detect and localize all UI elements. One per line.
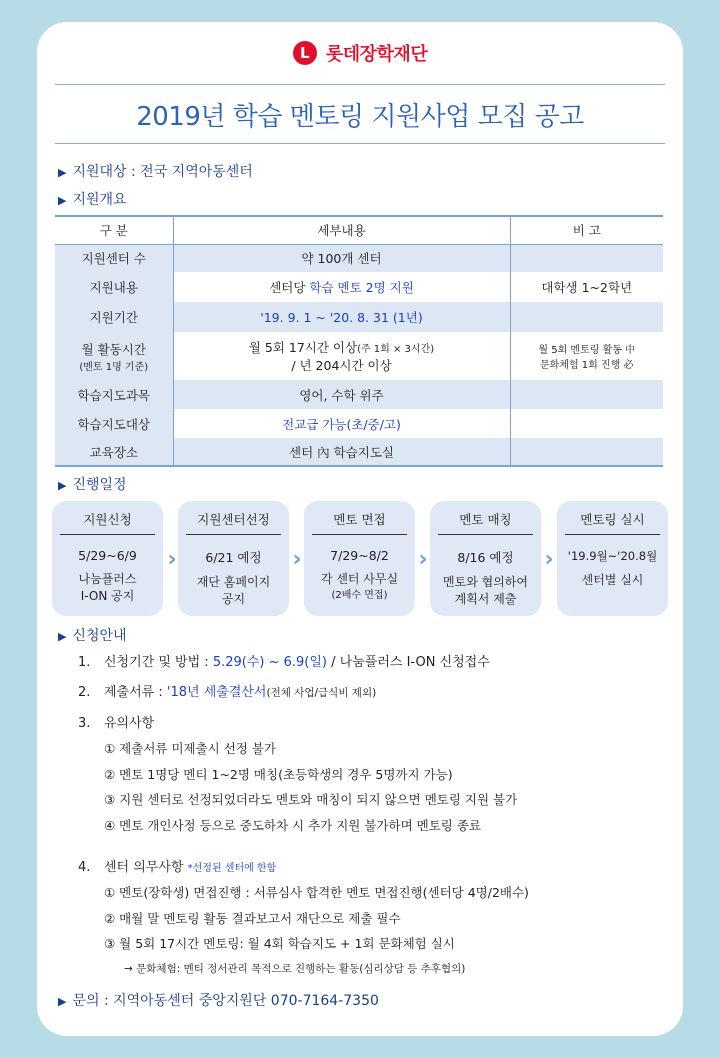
schedule-step <box>557 501 668 616</box>
row-detail: '19. 9. 1 ~ '20. 8. 31 (1년) <box>173 302 510 332</box>
schedule-section-heading <box>58 474 127 494</box>
table-row <box>55 302 663 332</box>
table-header-row <box>55 216 663 244</box>
column-header: 비 고 <box>510 216 663 244</box>
bullet-triangle-icon: ▶ <box>58 166 67 179</box>
schedule-step <box>178 501 289 616</box>
chevron-right-icon: › <box>544 547 554 572</box>
table-row <box>55 244 663 272</box>
target-label: 지원대상 : 전국 지역아동센터 <box>72 164 253 180</box>
row-label <box>55 332 173 380</box>
chevron-right-icon: › <box>167 547 177 572</box>
overview-table <box>55 215 663 467</box>
row-note: 대학생 1~2학년 <box>541 280 633 295</box>
row-detail <box>173 272 510 302</box>
detail-main: 월 5회 17시간 이상 <box>248 340 358 355</box>
column-header: 구 분 <box>55 216 173 244</box>
step-title: 멘토 매칭 <box>438 510 533 535</box>
schedule-step <box>52 501 163 616</box>
detail-highlight: 학습 멘토 2명 지원 <box>309 280 414 295</box>
list-subitem: ① 멘토(장학생) 면접진행 : 서류심사 합격한 멘토 면접진행(센터당 4명/2배수) <box>104 885 529 900</box>
step-note: 각 센터 사무실 (2배수 면접) <box>320 572 399 601</box>
table-row <box>55 380 663 409</box>
row-label: 지원센터 수 <box>55 244 173 272</box>
note-line1: 월 5회 멘토링 활동 中 <box>538 345 636 356</box>
row-note <box>510 332 663 380</box>
contact-label[interactable]: 문의 : 지역아동센터 중앙지원단 070-7164-7350 <box>72 993 379 1009</box>
step-date: 6/21 예정 <box>205 550 262 565</box>
target-section <box>58 161 253 181</box>
row-note <box>510 302 663 332</box>
list-item: 1. 신청기간 및 방법 : 5.29(수) ~ 6.9(일) / 나눔플러스 I-ON 신청접수 <box>78 655 490 670</box>
row-label: 학습지도대상 <box>55 409 173 438</box>
table-row <box>55 332 663 380</box>
step-note: 멘토와 협의하여 계획서 제출 <box>443 575 528 606</box>
period-highlight: 5.29(수) ~ 6.9(일) <box>212 655 328 670</box>
list-subitem: ② 매월 말 멘토링 활동 결과보고서 재단으로 제출 필수 <box>104 911 401 926</box>
selected-only-note: *선정된 센터에 한함 <box>187 863 277 874</box>
overview-section-heading <box>58 189 127 209</box>
culture-note: → 문화체험: 멘티 정서관리 목적으로 진행하는 활동(심리상담 등 추후협의) <box>124 963 466 975</box>
list-subitem: ③ 월 5회 17시간 멘토링: 월 4회 학습지도 + 1회 문화체험 실시 <box>104 936 455 951</box>
row-label: 지원내용 <box>55 272 173 302</box>
page-title: 2019년 학습 멘토링 지원사업 모집 공고 <box>136 102 584 132</box>
list-subitem: ① 제출서류 미제출시 선정 불가 <box>104 741 277 756</box>
list-subitem: ② 멘토 1명당 멘티 1~2명 매칭(초등학생의 경우 5명까지 가능) <box>104 767 453 782</box>
table-row <box>55 438 663 466</box>
bullet-triangle-icon: ▶ <box>58 630 67 643</box>
step-date: '19.9월~'20.8월 <box>567 549 658 563</box>
foundation-name: 롯데장학재단 <box>325 44 428 65</box>
application-label: 신청안내 <box>72 628 127 644</box>
bullet-triangle-icon: ▶ <box>58 194 67 207</box>
row-detail: 전교급 가능(초/중/고) <box>173 409 510 438</box>
step-date: 8/16 예정 <box>457 550 514 565</box>
foundation-logo <box>37 40 683 66</box>
step-title: 지원센터선정 <box>186 510 281 535</box>
step-date: 7/29~8/2 <box>330 548 389 563</box>
detail-small: (주 1회 × 3시간) <box>357 344 435 355</box>
row-note <box>510 409 663 438</box>
row-label: 학습지도과목 <box>55 380 173 409</box>
step-title: 지원신청 <box>60 510 155 535</box>
application-section-heading <box>58 625 127 645</box>
row-detail: 약 100개 센터 <box>173 244 510 272</box>
document-highlight: '18년 세출결산서 <box>166 685 267 700</box>
row-label: 지원기간 <box>55 302 173 332</box>
step-date: 5/29~6/9 <box>78 548 137 563</box>
table-row <box>55 409 663 438</box>
chevron-right-icon: › <box>292 547 302 572</box>
column-header: 세부내용 <box>173 216 510 244</box>
list-item: 4. 센터 의무사항 *선정된 센터에 한함 <box>78 860 277 875</box>
list-subitem: ④ 멘토 개인사정 등으로 중도하차 시 추가 지원 불가하며 멘토링 종료 <box>104 818 481 833</box>
row-note <box>510 244 663 272</box>
row-note <box>510 380 663 409</box>
row-detail: 센터 內 학습지도실 <box>173 438 510 466</box>
contact-section <box>58 990 379 1010</box>
row-note <box>510 438 663 466</box>
step-title: 멘토 면접 <box>312 510 407 535</box>
detail-line2: / 년 204시간 이상 <box>291 358 392 373</box>
overview-label: 지원개요 <box>72 192 127 208</box>
schedule-steps <box>52 501 668 616</box>
row-detail <box>173 332 510 380</box>
lotte-logo-icon: L <box>293 41 317 65</box>
list-item: 3. 유의사항 <box>78 716 155 731</box>
schedule-step <box>430 501 541 616</box>
bullet-triangle-icon: ▶ <box>58 995 67 1008</box>
row-label-main: 월 활동시간 <box>81 341 146 357</box>
list-subitem: ③ 지원 센터로 선정되었더라도 멘토와 매칭이 되지 않으면 멘토링 지원 불가 <box>104 792 518 807</box>
list-item: 2. 제출서류 : '18년 세출결산서(전체 사업/급식비 제외) <box>78 685 377 700</box>
step-note: 나눔플러스 I-ON 공지 <box>78 572 137 603</box>
title-bottom-divider <box>55 143 665 144</box>
detail-prefix: 센터당 <box>269 280 306 295</box>
row-label-sub: (멘토 1명 기준) <box>79 361 149 373</box>
table-row <box>55 272 663 302</box>
step-note: 센터별 실시 <box>581 573 644 587</box>
chevron-right-icon: › <box>418 547 428 572</box>
step-title: 멘토링 실시 <box>565 510 660 535</box>
row-label: 교육장소 <box>55 438 173 466</box>
step-note: 재단 홈페이지 공지 <box>196 575 271 606</box>
note-line2: 문화체험 1회 진행 必 <box>539 360 634 371</box>
bullet-triangle-icon: ▶ <box>58 479 67 492</box>
schedule-step <box>304 501 415 616</box>
notice-card <box>37 22 683 1036</box>
title-top-divider <box>55 84 665 85</box>
row-detail: 영어, 수학 위주 <box>173 380 510 409</box>
schedule-label: 진행일정 <box>72 477 127 493</box>
